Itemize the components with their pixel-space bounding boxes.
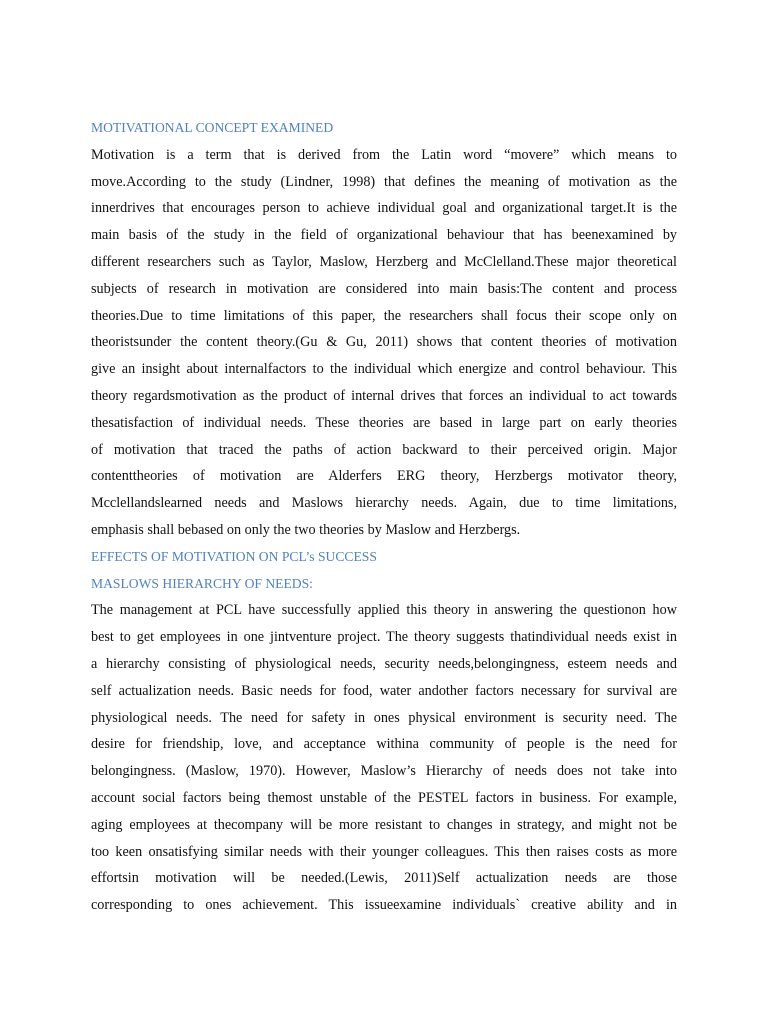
text-line: effortsin motivation will be needed.(Lewis, 2011)Self actualization needs are those: [91, 870, 677, 887]
text-line: Mcclellandslearned needs and Maslows hierarchy needs. Again, due to time limitations,: [91, 495, 677, 512]
text-line: too keen onsatisfying similar needs with their younger colleagues. This then raises costs as more: [91, 843, 677, 860]
paragraph-motivational-concept: [91, 142, 677, 544]
text-line: give an insight about internalfactors to the individual which energize and control behaviour. This: [91, 361, 677, 378]
text-line: contenttheories of motivation are Alderfers ERG theory, Herzbergs motivator theory,: [91, 468, 677, 485]
text-line: different researchers such as Taylor, Maslow, Herzberg and McClelland.These major theoretical: [91, 253, 677, 270]
text-line: aging employees at thecompany will be more resistant to changes in strategy, and might not be: [91, 816, 677, 833]
text-line: move.According to the study (Lindner, 1998) that defines the meaning of motivation as the: [91, 173, 677, 190]
section-heading-motivational-concept: MOTIVATIONAL CONCEPT EXAMINED: [91, 120, 334, 135]
text-line: theory regardsmotivation as the product of internal drives that forces an individual to act towards: [91, 387, 677, 404]
section-heading-maslows-hierarchy: MASLOWS HIERARCHY OF NEEDS:: [91, 575, 313, 591]
text-line: thesatisfaction of individual needs. These theories are based in large part on early theories: [91, 414, 677, 431]
document-body: [91, 115, 677, 919]
text-line: subjects of research in motivation are considered into main basis:The content and process: [91, 280, 677, 297]
text-line: account social factors being themost unstable of the PESTEL factors in business. For example,: [91, 789, 677, 806]
text-line: of motivation that traced the paths of action backward to their perceived origin. Major: [91, 441, 677, 458]
text-line: Motivation is a term that is derived from the Latin word “movere” which means to: [91, 146, 677, 163]
text-line: a hierarchy consisting of physiological needs, security needs,belongingness, esteem needs and: [91, 655, 677, 672]
text-line: emphasis shall bebased on only the two theories by Maslow and Herzbergs.: [91, 521, 521, 538]
text-line: belongingness. (Maslow, 1970). However, Maslow’s Hierarchy of needs does not take into: [91, 763, 677, 780]
text-line: main basis of the study in the field of organizational behaviour that has beenexamined by: [91, 227, 677, 244]
text-line: physiological needs. The need for safety in ones physical environment is security need. The: [91, 709, 677, 726]
text-line: desire for friendship, love, and acceptance withina community of people is the need for: [91, 736, 677, 753]
text-line: self actualization needs. Basic needs for food, water andother factors necessary for survival are: [91, 682, 677, 699]
text-line: theories.Due to time limitations of this paper, the researchers shall focus their scope only on: [91, 307, 677, 324]
text-line: best to get employees in one jintventure project. The theory suggests thatindividual needs exist in: [91, 629, 677, 646]
paragraph-maslows-hierarchy: [91, 597, 677, 919]
section-heading-effects-of-motivation: EFFECTS OF MOTIVATION ON PCL’s SUCCESS: [91, 548, 377, 564]
text-line: The management at PCL have successfully applied this theory in answering the questionon how: [91, 602, 677, 619]
text-line: theoristsunder the content theory.(Gu & Gu, 2011) shows that content theories of motivation: [91, 334, 677, 351]
text-line: innerdrives that encourages person to achieve individual goal and organizational target.It is the: [91, 200, 677, 217]
text-line: corresponding to ones achievement. This issueexamine individuals` creative ability and in: [91, 897, 677, 914]
